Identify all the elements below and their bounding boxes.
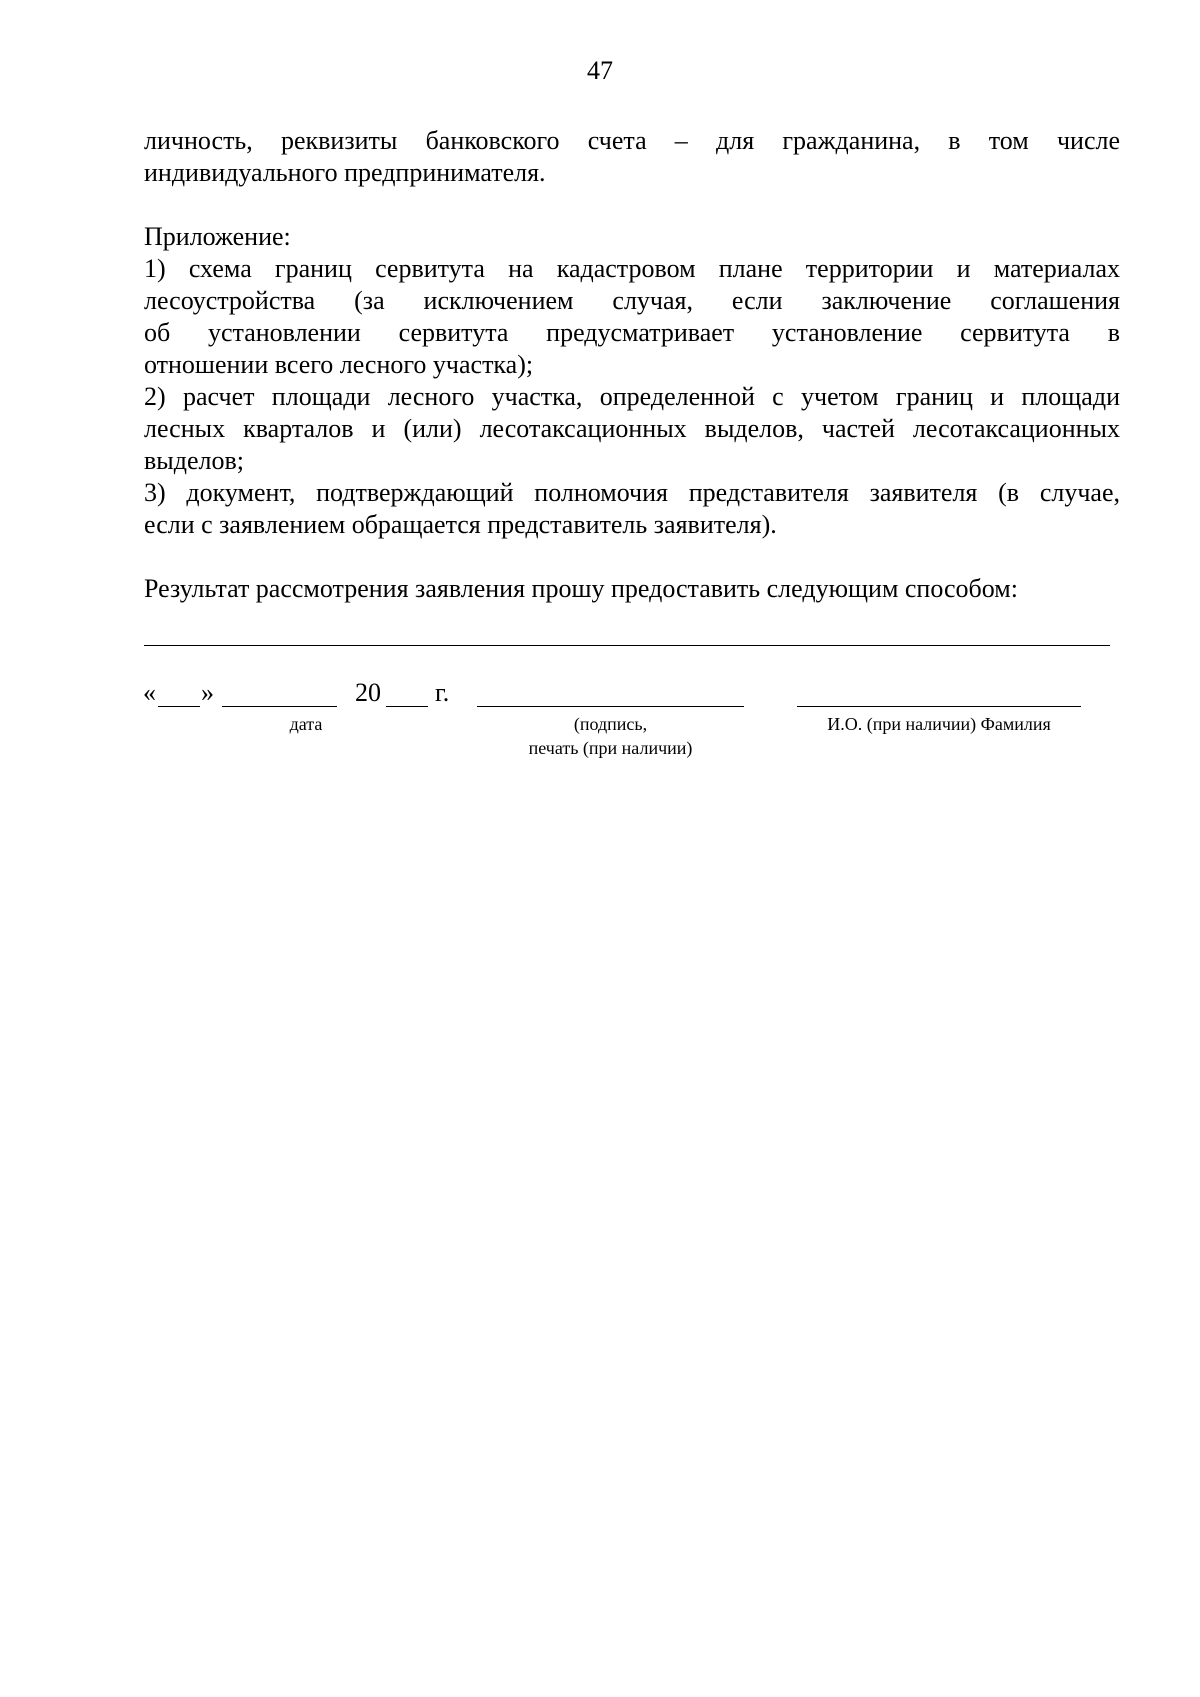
day-field-line[interactable] <box>158 706 200 707</box>
name-caption: И.О. (при наличии) Фамилия <box>827 714 1051 734</box>
year-prefix: 20 <box>355 678 381 707</box>
result-method-field-line[interactable] <box>144 645 1110 646</box>
attachment-item-1-line-1: 1) схема границ сервитута на кадастровом плане территории и материалах <box>144 254 1120 283</box>
signature-caption-line-2: печать (при наличии) <box>528 738 693 758</box>
open-quote: « <box>143 678 156 707</box>
paragraph-gap <box>144 541 1120 573</box>
year-field-line[interactable] <box>386 706 428 707</box>
close-quote: » <box>201 678 214 707</box>
date-caption: дата <box>289 714 323 734</box>
intro-line-1: личность, реквизиты банковского счета – для гражданина, в том числе <box>144 126 1120 155</box>
attachment-item-3-line-2: если с заявлением обращается представитель заявителя). <box>144 510 777 539</box>
paragraph-gap <box>144 189 1120 221</box>
signature-caption-line-1: (подпись, <box>573 714 648 734</box>
year-suffix: г. <box>435 678 450 707</box>
attachment-item-2-line-1: 2) расчет площади лесного участка, определенной с учетом границ и площади <box>144 382 1120 411</box>
page-number: 47 <box>587 56 613 85</box>
result-request-text: Результат рассмотрения заявления прошу предоставить следующим способом: <box>144 574 1018 603</box>
attachment-item-2-line-3: выделов; <box>144 446 244 475</box>
intro-line-2: индивидуального предпринимателя. <box>144 158 546 187</box>
attachment-item-3-line-1: 3) документ, подтверждающий полномочия представителя заявителя (в случае, <box>144 478 1120 507</box>
attachment-item-1-line-3: об установлении сервитута предусматривает установление сервитута в <box>144 318 1120 347</box>
attachment-item-1-line-2: лесоустройства (за исключением случая, если заключение соглашения <box>144 286 1120 315</box>
name-field-line[interactable] <box>797 706 1081 707</box>
attachment-heading: Приложение: <box>144 222 291 251</box>
attachment-item-2-line-2: лесных кварталов и (или) лесотаксационных выделов, частей лесотаксационных <box>144 414 1120 443</box>
document-body <box>144 125 1120 605</box>
signature-block <box>0 678 1200 758</box>
month-field-line[interactable] <box>222 706 337 707</box>
signature-field-line[interactable] <box>477 706 744 707</box>
attachment-item-1-line-4: отношении всего лесного участка); <box>144 350 534 379</box>
